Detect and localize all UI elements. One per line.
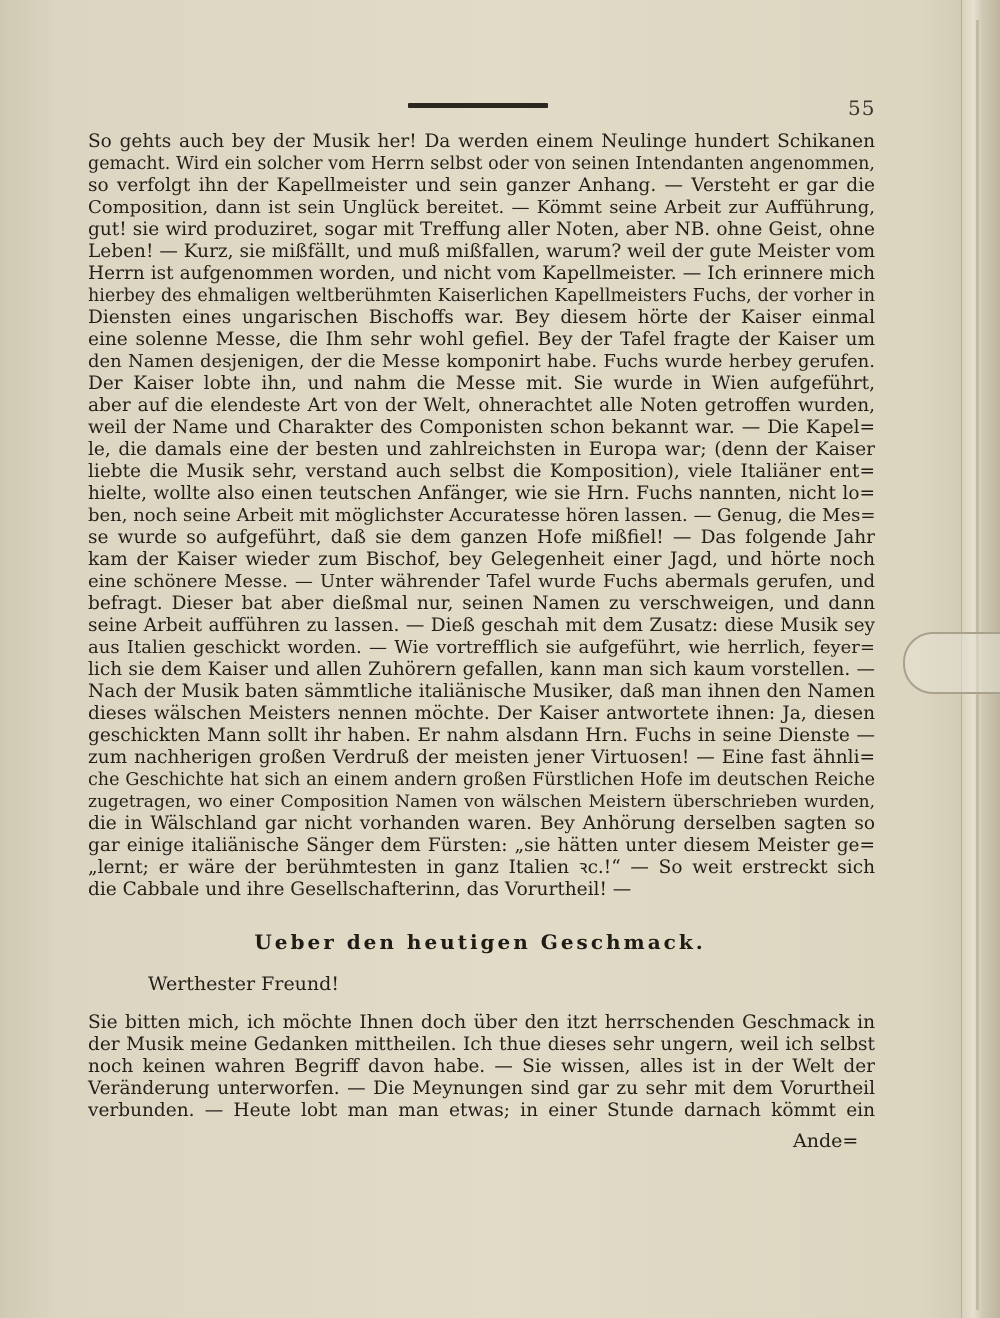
body-line: liebte die Musik sehr, verstand auch selbst die Komposition), viele Italiäner ent= (88, 461, 875, 482)
body-line: eine solenne Messe, die Ihm sehr wohl gefiel. Bey der Tafel fragte der Kaiser um (88, 329, 875, 350)
body-line: dieses wälschen Meisters nennen möchte. Der Kaiser antwortete ihnen: Ja, diesen (88, 703, 875, 724)
body-line: aber auf die elendeste Art von der Welt, ohnerachtet alle Noten getroffen wurden, (88, 395, 875, 416)
section-line: noch keinen wahren Begriff davon habe. — Sie wissen, alles ist in der Welt der (88, 1056, 875, 1077)
page-clip (903, 632, 1000, 694)
body-line: die in Wälschland gar nicht vorhanden waren. Bey Anhörung derselben sagten so (88, 813, 875, 834)
body-line: die Cabbale und ihre Gesellschafterinn, das Vorurtheil! — (88, 879, 632, 900)
body-line: Composition, dann ist sein Unglück bereitet. — Kömmt seine Arbeit zur Aufführung, (88, 197, 875, 218)
body-line: Leben! — Kurz, sie mißfällt, und muß mißfallen, warum? weil der gute Meister vom (88, 241, 875, 262)
body-line: aus Italien geschickt worden. — Wie vortrefflich sie aufgeführt, wie herrlich, feyer= (88, 637, 875, 658)
body-line: hielte, wollte also einen teutschen Anfänger, wie sie Hrn. Fuchs nannten, nicht lo= (88, 483, 875, 504)
section-line: der Musik meine Gedanken mittheilen. Ich thue dieses sehr ungern, weil ich selbst (88, 1034, 875, 1055)
body-line: Nach der Musik baten sämmtliche italiänische Musiker, daß man ihnen den Namen (88, 681, 875, 702)
body-line: Herrn ist aufgenommen worden, und nicht vom Kapellmeister. — Ich erinnere mich (88, 263, 875, 284)
section-line: verbunden. — Heute lobt man man etwas; in einer Stunde darnach kömmt ein (88, 1100, 875, 1121)
body-line: che Geschichte hat sich an einem andern großen Fürstlichen Hofe im deutschen Reiche (88, 770, 875, 790)
body-line: weil der Name und Charakter des Componisten schon bekannt war. — Die Kapel= (88, 417, 875, 438)
body-line: gemacht. Wird ein solcher vom Herrn selbst oder von seinen Intendanten angenommen, (88, 154, 875, 174)
body-line: „lernt; er wäre der berühmtesten in ganz Italien ꝛc.!“ — So weit erstreckt sich (88, 857, 875, 878)
catchword: Ande= (793, 1130, 859, 1152)
body-line: So gehts auch bey der Musik her! Da werden einem Neulinge hundert Schikanen (88, 131, 875, 152)
body-line: geschickten Mann sollt ihr haben. Er nahm alsdann Hrn. Fuchs in seine Dienste — (88, 725, 875, 746)
body-line: gut! sie wird produziret, sogar mit Treffung aller Noten, aber NB. ohne Geist, ohne (88, 219, 875, 240)
body-line: hierbey des ehmaligen weltberühmten Kaiserlichen Kapellmeisters Fuchs, der vorher in (88, 286, 875, 306)
body-line: befragt. Dieser bat aber dießmal nur, seinen Namen zu verschweigen, und dann (88, 593, 875, 614)
body-line: gar einige italiänische Sänger dem Fürsten: „sie hätten unter diesem Meister ge= (88, 835, 875, 856)
body-line: eine schönere Messe. — Unter währender Tafel wurde Fuchs abermals gerufen, und (88, 571, 875, 592)
body-line: kam der Kaiser wieder zum Bischof, bey Gelegenheit einer Jagd, und hörte noch (88, 549, 875, 570)
section-line: Sie bitten mich, ich möchte Ihnen doch über den itzt herrschenden Geschmack in (88, 1012, 875, 1033)
body-line: Der Kaiser lobte ihn, und nahm die Messe mit. Sie wurde in Wien aufgeführt, (88, 373, 875, 394)
section-line: Veränderung unterworfen. — Die Meynungen sind gar zu sehr mit dem Vorurtheil (88, 1078, 875, 1099)
body-line: lich sie dem Kaiser und allen Zuhörern gefallen, kann man sich kaum vorstellen. — (88, 659, 875, 680)
body-line: den Namen desjenigen, der die Messe komponirt habe. Fuchs wurde herbey gerufen. (88, 351, 875, 372)
body-line: ben, noch seine Arbeit mit möglichster Accuratesse hören lassen. — Genug, die Mes= (88, 505, 876, 526)
page-number: 55 (848, 96, 876, 120)
body-line: zugetragen, wo einer Composition Namen von wälschen Meistern überschrieben wurden, (88, 792, 875, 812)
body-line: se wurde so aufgeführt, daß sie dem ganzen Hofe mißfiel! — Das folgende Jahr (88, 527, 875, 548)
body-line: zum nachherigen großen Verdruß der meisten jener Virtuosen! — Eine fast ähnli= (88, 747, 875, 768)
body-line: so verfolgt ihn der Kapellmeister und sein ganzer Anhang. — Versteht er gar die (88, 175, 875, 196)
section-heading: Ueber den heutigen Geschmack. (254, 930, 706, 954)
header-rule (408, 103, 548, 108)
body-line: le, die damals eine der besten und zahlreichsten in Europa war; (denn der Kaiser (88, 439, 875, 460)
salutation: Werthester Freund! (148, 973, 339, 995)
body-line: seine Arbeit aufführen zu lassen. — Dieß geschah mit dem Zusatz: diese Musik sey (88, 615, 875, 636)
body-line: Diensten eines ungarischen Bischoffs war. Bey diesem hörte der Kaiser einmal (88, 307, 875, 328)
